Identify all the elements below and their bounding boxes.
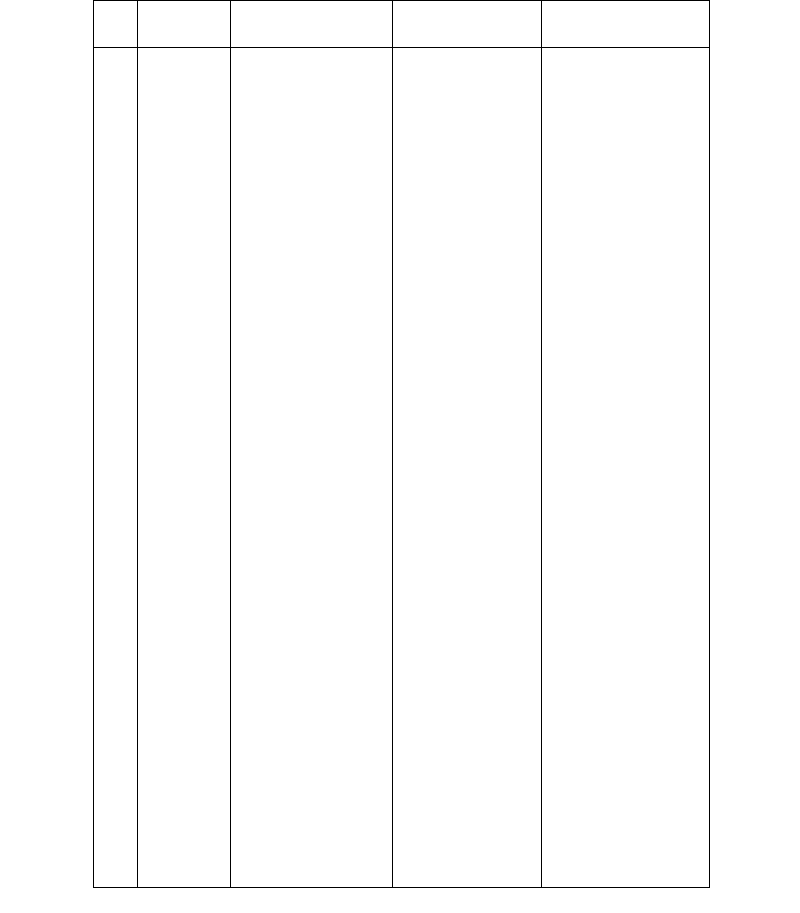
teaching-method-cell bbox=[542, 1, 710, 48]
content-cell bbox=[393, 48, 542, 888]
teaching-method-cell bbox=[542, 48, 710, 888]
content-cell bbox=[393, 1, 542, 48]
number-cell bbox=[94, 1, 138, 48]
objectives-cell bbox=[230, 1, 393, 48]
course-syllabus-table bbox=[93, 0, 710, 888]
objectives-text bbox=[231, 48, 393, 52]
objectives-cell bbox=[230, 48, 393, 888]
table-row-continued bbox=[94, 1, 710, 48]
course-name-cell bbox=[138, 1, 230, 48]
course-name bbox=[138, 48, 230, 888]
row-number bbox=[94, 48, 138, 888]
table-row-5 bbox=[94, 48, 710, 888]
content-spacer bbox=[393, 48, 541, 320]
method-spacer bbox=[542, 48, 709, 292]
